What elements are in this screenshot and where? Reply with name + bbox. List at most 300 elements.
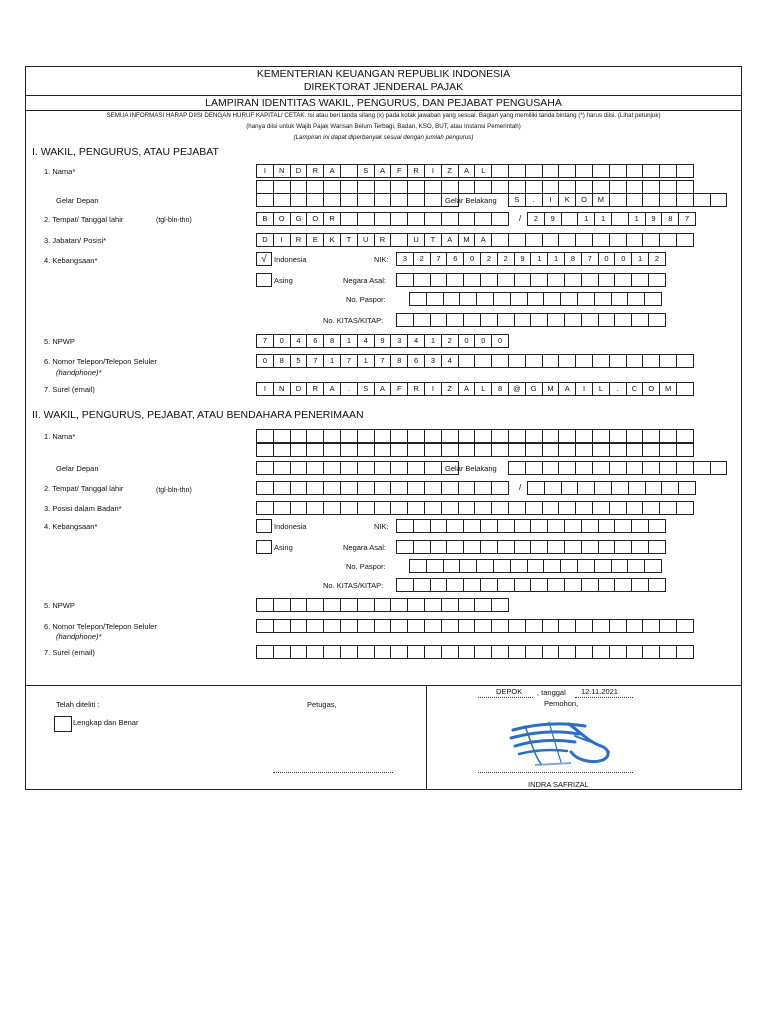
char-box[interactable]: 1 [577,212,595,226]
char-box[interactable] [474,481,492,495]
char-box[interactable] [424,212,442,226]
char-box[interactable] [424,501,442,515]
s1-indonesia-checkbox[interactable] [256,252,272,266]
char-box[interactable] [598,313,616,327]
char-box[interactable] [390,443,408,457]
s2-negara-boxes[interactable] [396,540,665,554]
char-box[interactable] [642,619,660,633]
char-box[interactable] [409,292,427,306]
char-box[interactable]: 7 [374,354,392,368]
char-box[interactable] [491,354,509,368]
char-box[interactable] [542,180,560,194]
char-box[interactable] [525,619,543,633]
char-box[interactable] [676,443,694,457]
char-box[interactable] [441,180,459,194]
char-box[interactable] [256,429,274,443]
s1-gelar-belakang-boxes[interactable] [508,193,726,207]
char-box[interactable] [581,578,599,592]
char-box[interactable] [340,481,358,495]
char-box[interactable] [592,180,610,194]
char-box[interactable] [598,540,616,554]
char-box[interactable] [575,619,593,633]
char-box[interactable] [543,559,561,573]
char-box[interactable] [575,645,593,659]
char-box[interactable] [424,461,442,475]
char-box[interactable]: 9 [544,212,562,226]
char-box[interactable] [306,619,324,633]
char-box[interactable] [614,540,632,554]
char-box[interactable] [424,180,442,194]
s1-paspor-boxes[interactable] [409,292,661,306]
char-box[interactable] [592,429,610,443]
char-box[interactable] [626,354,644,368]
char-box[interactable] [430,578,448,592]
char-box[interactable] [609,233,627,247]
char-box[interactable] [424,619,442,633]
char-box[interactable] [390,429,408,443]
char-box[interactable]: S [508,193,526,207]
s1-surel-boxes[interactable] [256,382,693,396]
char-box[interactable] [340,619,358,633]
char-box[interactable]: 1 [631,252,649,266]
char-box[interactable] [458,354,476,368]
char-box[interactable] [631,540,649,554]
char-box[interactable]: 4 [407,334,425,348]
char-box[interactable] [558,619,576,633]
char-box[interactable] [614,519,632,533]
char-box[interactable] [564,578,582,592]
char-box[interactable] [407,461,425,475]
char-box[interactable]: 9 [645,212,663,226]
char-box[interactable] [510,292,528,306]
char-box[interactable] [575,443,593,457]
char-box[interactable] [463,578,481,592]
char-box[interactable] [323,598,341,612]
char-box[interactable]: I [542,193,560,207]
char-box[interactable] [592,645,610,659]
char-box[interactable]: R [290,233,308,247]
char-box[interactable] [441,481,459,495]
char-box[interactable] [648,313,666,327]
char-box[interactable] [642,193,660,207]
char-box[interactable] [357,180,375,194]
char-box[interactable] [374,598,392,612]
char-box[interactable] [564,313,582,327]
char-box[interactable]: 6 [306,334,324,348]
char-box[interactable] [493,292,511,306]
s1-telp-boxes[interactable] [256,354,693,368]
s2-npwp-boxes[interactable] [256,598,508,612]
char-box[interactable] [463,519,481,533]
s2-date-boxes[interactable] [527,481,695,495]
s2-nik-boxes[interactable] [396,519,665,533]
char-box[interactable] [547,273,565,287]
char-box[interactable]: A [474,233,492,247]
char-box[interactable] [441,443,459,457]
char-box[interactable] [480,519,498,533]
char-box[interactable] [357,645,375,659]
char-box[interactable] [458,619,476,633]
char-box[interactable] [357,481,375,495]
s2-gelar-belakang-boxes[interactable] [508,461,726,475]
char-box[interactable] [627,559,645,573]
char-box[interactable] [424,645,442,659]
s2-tempat-boxes[interactable] [256,481,508,495]
char-box[interactable] [306,501,324,515]
char-box[interactable]: 1 [628,212,646,226]
char-box[interactable]: A [374,382,392,396]
char-box[interactable] [340,429,358,443]
char-box[interactable]: I [575,382,593,396]
char-box[interactable]: 8 [390,354,408,368]
char-box[interactable] [458,501,476,515]
char-box[interactable] [661,481,679,495]
char-box[interactable] [424,193,442,207]
char-box[interactable] [290,429,308,443]
char-box[interactable] [430,273,448,287]
char-box[interactable] [273,619,291,633]
char-box[interactable] [497,313,515,327]
char-box[interactable]: U [357,233,375,247]
char-box[interactable] [542,461,560,475]
char-box[interactable] [323,619,341,633]
char-box[interactable] [594,481,612,495]
char-box[interactable] [480,313,498,327]
char-box[interactable]: A [374,164,392,178]
char-box[interactable] [474,443,492,457]
char-box[interactable] [598,273,616,287]
char-box[interactable] [413,540,431,554]
char-box[interactable] [290,598,308,612]
char-box[interactable] [575,501,593,515]
char-box[interactable] [396,313,414,327]
char-box[interactable]: . [525,193,543,207]
char-box[interactable]: I [256,164,274,178]
char-box[interactable] [609,193,627,207]
char-box[interactable] [525,164,543,178]
char-box[interactable] [558,429,576,443]
char-box[interactable] [659,619,677,633]
char-box[interactable] [508,354,526,368]
char-box[interactable]: I [273,233,291,247]
char-box[interactable] [407,619,425,633]
char-box[interactable] [542,443,560,457]
char-box[interactable] [609,501,627,515]
char-box[interactable] [547,540,565,554]
char-box[interactable]: 3 [390,334,408,348]
char-box[interactable] [323,193,341,207]
char-box[interactable] [530,313,548,327]
char-box[interactable] [611,559,629,573]
char-box[interactable] [474,180,492,194]
char-box[interactable] [497,273,515,287]
char-box[interactable] [508,619,526,633]
char-box[interactable] [514,540,532,554]
char-box[interactable]: L [592,382,610,396]
char-box[interactable] [340,443,358,457]
char-box[interactable] [357,501,375,515]
char-box[interactable]: 3 [396,252,414,266]
char-box[interactable]: F [390,382,408,396]
char-box[interactable] [676,619,694,633]
char-box[interactable] [491,501,509,515]
char-box[interactable] [642,645,660,659]
char-box[interactable] [446,273,464,287]
char-box[interactable] [676,461,694,475]
char-box[interactable]: A [323,164,341,178]
char-box[interactable] [441,501,459,515]
char-box[interactable] [256,598,274,612]
char-box[interactable]: 4 [441,354,459,368]
s1-npwp-boxes[interactable] [256,334,508,348]
char-box[interactable]: 1 [424,334,442,348]
char-box[interactable] [491,443,509,457]
char-box[interactable]: 8 [273,354,291,368]
char-box[interactable] [340,193,358,207]
char-box[interactable] [642,164,660,178]
char-box[interactable]: I [256,382,274,396]
char-box[interactable]: M [592,193,610,207]
char-box[interactable] [306,461,324,475]
char-box[interactable] [413,313,431,327]
char-box[interactable] [626,180,644,194]
char-box[interactable] [609,461,627,475]
char-box[interactable]: R [407,382,425,396]
s2-asing-checkbox[interactable] [256,540,272,554]
char-box[interactable] [659,645,677,659]
char-box[interactable]: B [256,212,274,226]
char-box[interactable] [407,481,425,495]
char-box[interactable] [558,443,576,457]
char-box[interactable] [390,233,408,247]
s2-gelar-depan-boxes[interactable] [256,461,458,475]
char-box[interactable] [396,540,414,554]
char-box[interactable] [323,443,341,457]
char-box[interactable] [542,645,560,659]
char-box[interactable] [446,519,464,533]
char-box[interactable] [290,443,308,457]
char-box[interactable] [508,443,526,457]
char-box[interactable]: 0 [614,252,632,266]
char-box[interactable]: M [659,382,677,396]
char-box[interactable]: . [340,382,358,396]
s2-posisi-boxes[interactable] [256,501,693,515]
char-box[interactable] [323,645,341,659]
char-box[interactable] [542,354,560,368]
char-box[interactable] [676,354,694,368]
char-box[interactable] [446,578,464,592]
char-box[interactable] [592,354,610,368]
char-box[interactable] [409,559,427,573]
char-box[interactable] [374,619,392,633]
char-box[interactable] [491,429,509,443]
char-box[interactable] [458,481,476,495]
char-box[interactable] [273,180,291,194]
char-box[interactable] [631,519,649,533]
char-box[interactable]: C [626,382,644,396]
char-box[interactable] [491,164,509,178]
char-box[interactable]: 2 [480,252,498,266]
char-box[interactable]: 4 [290,334,308,348]
char-box[interactable] [463,313,481,327]
char-box[interactable]: 6 [407,354,425,368]
char-box[interactable] [441,619,459,633]
char-box[interactable] [648,273,666,287]
char-box[interactable] [357,598,375,612]
char-box[interactable] [644,292,662,306]
char-box[interactable] [443,559,461,573]
char-box[interactable]: 2 [648,252,666,266]
char-box[interactable] [558,501,576,515]
char-box[interactable]: 1 [594,212,612,226]
char-box[interactable] [631,578,649,592]
char-box[interactable] [374,429,392,443]
char-box[interactable] [659,354,677,368]
char-box[interactable] [581,273,599,287]
char-box[interactable] [508,461,526,475]
char-box[interactable] [659,429,677,443]
char-box[interactable] [256,461,274,475]
char-box[interactable] [407,598,425,612]
char-box[interactable] [676,233,694,247]
char-box[interactable] [614,313,632,327]
char-box[interactable] [390,180,408,194]
char-box[interactable]: 7 [256,334,274,348]
char-box[interactable] [407,501,425,515]
char-box[interactable] [458,429,476,443]
char-box[interactable] [525,180,543,194]
char-box[interactable] [441,598,459,612]
char-box[interactable] [426,559,444,573]
char-box[interactable] [430,313,448,327]
char-box[interactable] [424,443,442,457]
char-box[interactable] [611,481,629,495]
char-box[interactable] [594,559,612,573]
char-box[interactable]: S [357,164,375,178]
char-box[interactable]: O [273,212,291,226]
char-box[interactable] [256,481,274,495]
char-box[interactable]: K [323,233,341,247]
char-box[interactable] [390,645,408,659]
char-box[interactable] [560,292,578,306]
char-box[interactable] [323,461,341,475]
char-box[interactable] [609,180,627,194]
char-box[interactable] [626,233,644,247]
char-box[interactable] [273,429,291,443]
char-box[interactable]: A [458,382,476,396]
char-box[interactable] [544,481,562,495]
char-box[interactable]: 2 [441,334,459,348]
char-box[interactable] [458,180,476,194]
char-box[interactable] [592,164,610,178]
char-box[interactable]: 0 [491,334,509,348]
char-box[interactable] [514,273,532,287]
char-box[interactable] [493,559,511,573]
char-box[interactable] [374,501,392,515]
char-box[interactable]: R [374,233,392,247]
char-box[interactable] [581,540,599,554]
char-box[interactable]: 9 [514,252,532,266]
char-box[interactable]: 9 [374,334,392,348]
char-box[interactable] [458,598,476,612]
char-box[interactable] [542,164,560,178]
char-box[interactable]: 4 [357,334,375,348]
char-box[interactable] [426,292,444,306]
char-box[interactable] [676,382,694,396]
char-box[interactable] [547,578,565,592]
char-box[interactable] [407,180,425,194]
char-box[interactable]: 1 [323,354,341,368]
char-box[interactable]: 1 [357,354,375,368]
char-box[interactable]: D [290,382,308,396]
char-box[interactable]: A [441,233,459,247]
char-box[interactable] [648,540,666,554]
char-box[interactable] [659,443,677,457]
char-box[interactable] [581,519,599,533]
char-box[interactable] [474,645,492,659]
char-box[interactable] [443,292,461,306]
char-box[interactable] [693,193,711,207]
char-box[interactable] [659,180,677,194]
char-box[interactable] [340,501,358,515]
char-box[interactable] [530,578,548,592]
char-box[interactable] [514,313,532,327]
char-box[interactable] [463,540,481,554]
char-box[interactable] [678,481,696,495]
char-box[interactable] [558,180,576,194]
char-box[interactable] [290,180,308,194]
s1-kitas-boxes[interactable] [396,313,665,327]
char-box[interactable] [644,559,662,573]
char-box[interactable] [659,501,677,515]
char-box[interactable] [508,645,526,659]
char-box[interactable] [592,233,610,247]
char-box[interactable] [659,193,677,207]
char-box[interactable] [577,481,595,495]
char-box[interactable] [357,429,375,443]
char-box[interactable] [497,519,515,533]
char-box[interactable] [424,429,442,443]
char-box[interactable] [598,578,616,592]
char-box[interactable] [611,212,629,226]
char-box[interactable] [564,540,582,554]
char-box[interactable] [626,645,644,659]
char-box[interactable] [659,461,677,475]
char-box[interactable]: R [323,212,341,226]
char-box[interactable] [430,540,448,554]
char-box[interactable]: O [575,193,593,207]
char-box[interactable] [357,443,375,457]
char-box[interactable] [390,481,408,495]
char-box[interactable] [491,645,509,659]
char-box[interactable] [508,164,526,178]
char-box[interactable] [491,233,509,247]
char-box[interactable] [407,443,425,457]
s1-date-boxes[interactable] [527,212,695,226]
char-box[interactable] [525,443,543,457]
char-box[interactable]: L [474,382,492,396]
char-box[interactable] [340,212,358,226]
char-box[interactable] [306,645,324,659]
char-box[interactable] [693,461,711,475]
char-box[interactable] [273,645,291,659]
char-box[interactable]: 8 [323,334,341,348]
char-box[interactable] [474,598,492,612]
char-box[interactable]: A [323,382,341,396]
char-box[interactable] [558,164,576,178]
char-box[interactable] [413,273,431,287]
char-box[interactable] [609,429,627,443]
